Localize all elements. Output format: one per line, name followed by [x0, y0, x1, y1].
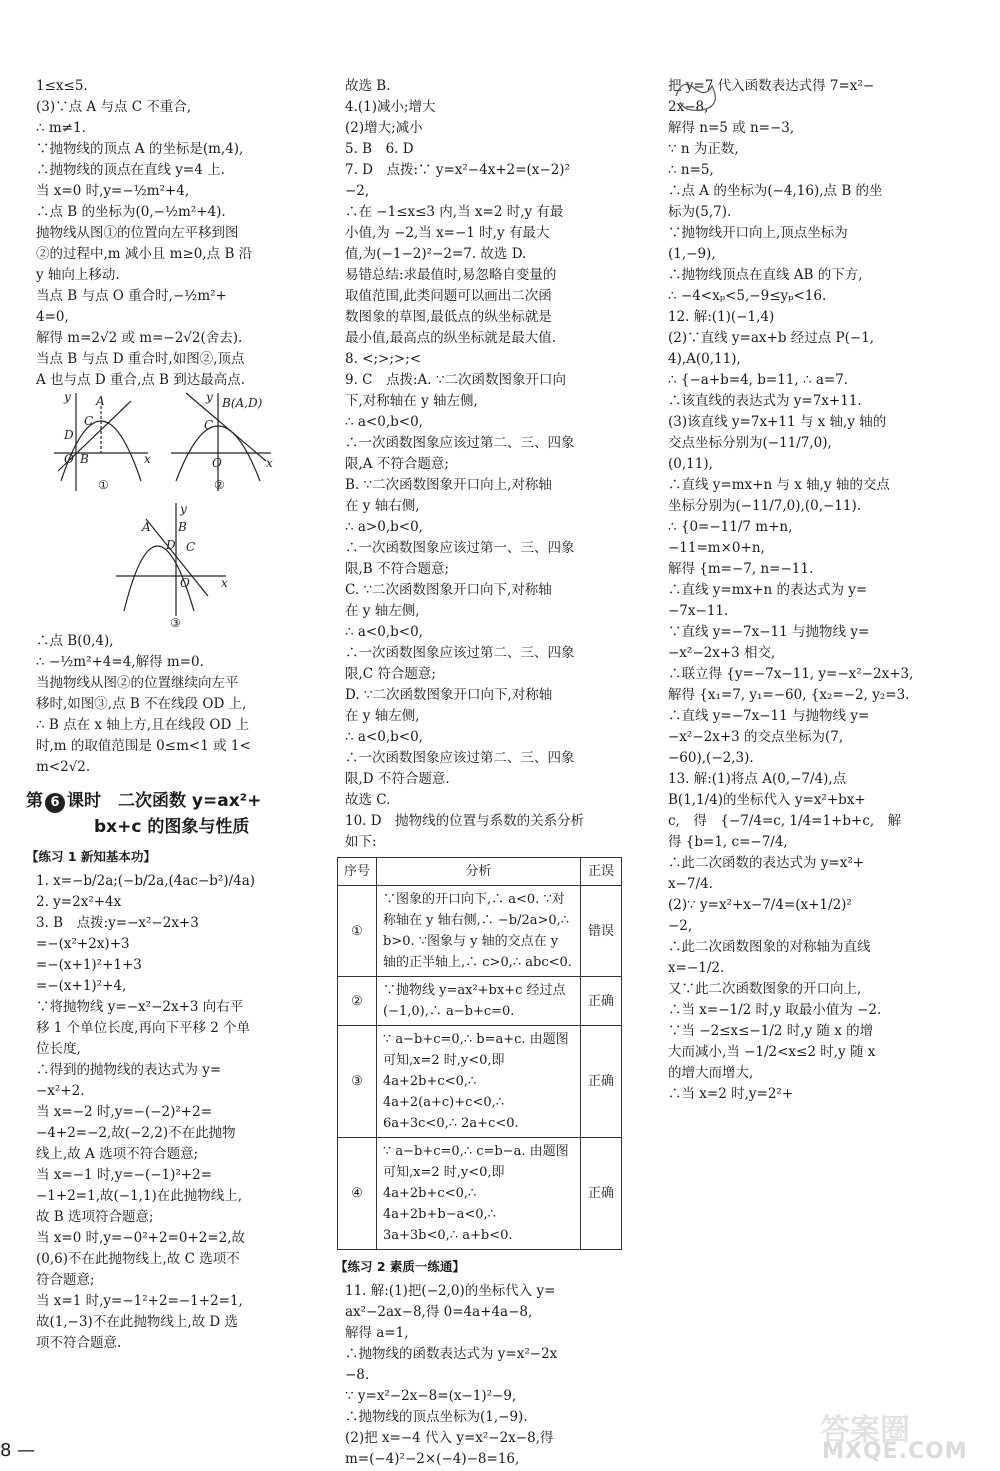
text-line: ∴点 A 的坐标为(−4,16),点 B 的坐 — [668, 183, 883, 199]
text-line: 8. <;>;>;< — [345, 351, 422, 367]
text-line: A 也与点 D 重合,点 B 到达最高点. — [36, 372, 246, 388]
text-line: −x²−2x+3 相交, — [668, 645, 776, 661]
header-result: 正误 — [581, 858, 622, 886]
text-line: 的增大而增大, — [668, 1065, 754, 1081]
header-analysis: 分析 — [377, 858, 581, 886]
label-x: x — [221, 576, 228, 590]
label-o: O — [180, 576, 190, 590]
text-line: ∴得到的抛物线的表达式为 y= — [36, 1062, 222, 1078]
text-line: 当 x=0 时,y=−½m²+4, — [36, 183, 190, 199]
text-line: ∵当 −2≤x≤−1/2 时,y 随 x 的增 — [668, 1023, 874, 1039]
text-line: ∴ −4<xₚ<5,−9≤yₚ<16. — [668, 288, 827, 304]
text-line: ∴ −½m²+4=4,解得 m=0. — [36, 654, 204, 670]
label-o: O — [64, 452, 74, 466]
text-line: 限,C 符合题意; — [345, 666, 436, 682]
text-line: 时,m 的取值范围是 0≤m<1 或 1< — [36, 738, 251, 754]
text-line: ∴点 B 的坐标为(0,−½m²+4). — [36, 204, 226, 220]
text-line: 当 x=1 时,y=−1²+2=−1+2=1, — [36, 1293, 243, 1309]
text-line: 12. 解:(1)(−1,4) — [668, 309, 775, 325]
text-line: ∴ {−a+b=4, b=11, ∴ a=7. — [668, 372, 849, 388]
text-line: ∴当 x=2 时,y=2²+ — [668, 1086, 794, 1102]
lesson-title-line-1: 课时 二次函数 y=ax²+ — [67, 791, 262, 811]
text-line: y 轴向上移动. — [36, 267, 120, 283]
text-line: 13. 解:(1)将点 A(0,−7/4),点 — [668, 771, 847, 787]
graph-2-label: ② — [214, 478, 225, 492]
text-line: (3)该直线 y=7x+11 与 x 轴,y 轴的 — [668, 414, 887, 430]
label-b: B — [178, 520, 187, 534]
label-a: A — [142, 520, 151, 534]
graph-1-label: ① — [98, 478, 109, 492]
text-line: −8. — [345, 1367, 370, 1383]
text-line: x−7/4. — [668, 876, 713, 892]
text-line: B(1,1/4)的坐标代入 y=x²+bx+ — [668, 792, 866, 808]
graph-3-label: ③ — [170, 616, 181, 630]
text-line: m=(−4)²−2×(−4)−8=16, — [345, 1451, 520, 1467]
text-line: ②的过程中,m 减小且 m≥0,点 B 沿 — [36, 246, 253, 262]
text-line: 11. 解:(1)把(−2,0)的坐标代入 y= — [345, 1283, 556, 1299]
lesson-title-line-2: bx+c 的图象与性质 — [94, 817, 250, 837]
row-result: 正确 — [581, 1026, 622, 1138]
text-line: (0,11), — [668, 456, 713, 472]
text-line: C. ∵二次函数图象开口向下,对称轴 — [345, 582, 552, 598]
text-line: ∴抛物线的顶点坐标为(1,−9). — [345, 1409, 528, 1425]
text-line: −7x−11. — [668, 603, 729, 619]
text-line: 符合题意; — [36, 1272, 95, 1288]
text-line: 得 {b=1, c=−7/4, — [668, 834, 788, 850]
text-line: ∴此二次函数的表达式为 y=x²+ — [668, 855, 865, 871]
text-line: ∴点 B(0,4), — [36, 633, 114, 649]
solution-block — [345, 1281, 620, 1470]
text-line: ∴ a>0,b<0, — [345, 519, 423, 535]
text-line: 1≤x≤5. — [36, 78, 88, 94]
text-line: −4+2=−2,故(−2,2)不在此抛物 — [36, 1125, 236, 1141]
label-y: y — [180, 502, 187, 516]
page-number: 8 — — [0, 1440, 36, 1461]
answer-column-left — [26, 76, 294, 1354]
text-line: −11=m×0+n, — [668, 540, 765, 556]
text-line: ∵ n 为正数, — [668, 141, 739, 157]
table-row — [338, 977, 622, 1026]
text-line: (2)把 x=−4 代入 y=x²−2x−8,得 — [345, 1430, 554, 1446]
text-line: 值,为(−1−2)²−2=7. 故选 D. — [345, 246, 527, 262]
line-bc — [146, 519, 208, 596]
text-line: ∴一次函数图象应该过第二、三、四象 — [345, 435, 575, 451]
text-line: ∵直线 y=−7x−11 与抛物线 y= — [668, 624, 870, 640]
text-line: ∴在 −1≤x≤3 内,当 x=2 时,y 有最 — [345, 204, 564, 220]
text-line: −x²+2. — [36, 1083, 85, 1099]
text-line: ∴联立得 {y=−7x−11, y=−x²−2x+3, — [668, 666, 914, 682]
text-line: 小值,为 −2,当 x=−1 时,y 有最大 — [345, 225, 550, 241]
label-y: y — [206, 391, 213, 404]
text-line: 标为(5,7). — [668, 204, 732, 220]
header-index: 序号 — [338, 858, 377, 886]
text-line: 2x−8, — [668, 99, 709, 115]
text-line: ∴当 x=−1/2 时,y 取最小值为 −2. — [668, 1002, 882, 1018]
row-index: ③ — [338, 1026, 377, 1138]
text-line: 限,B 不符合题意; — [345, 561, 450, 577]
text-line: ∴该直线的表达式为 y=7x+11. — [668, 393, 862, 409]
text-line: ∴直线 y=mx+n 的表达式为 y= — [668, 582, 868, 598]
answer-column-right — [668, 76, 938, 1105]
text-line: −1+2=1,故(−1,1)在此抛物线上, — [36, 1188, 243, 1204]
text-line: 4),A(0,11), — [668, 351, 741, 367]
lesson-number-badge: 6 — [45, 793, 65, 813]
text-line: 数图象的草图,最低点的纵坐标就是 — [345, 309, 552, 325]
text-line: ∴ a<0,b<0, — [345, 624, 423, 640]
text-line: ∴ a<0,b<0, — [345, 729, 423, 745]
text-line: 大而减小,当 −1/2<x≤2 时,y 随 x — [668, 1044, 876, 1060]
text-line: c, 得 {−7/4=c, 1/4=1+b+c, 解 — [668, 813, 902, 829]
text-line: 4.(1)减小;增大 — [345, 99, 436, 115]
text-line: 2. y=2x²+4x — [36, 894, 122, 910]
text-line: ∴一次函数图象应该过第二、三、四象 — [345, 645, 575, 661]
text-line: (3)∵点 A 与点 C 不重合, — [36, 99, 192, 115]
text-line: 交点坐标分别为(−11/7,0), — [668, 435, 832, 451]
text-line: 9. C 点拨:A. ∵二次函数图象开口向 — [345, 372, 566, 388]
solution-block — [36, 76, 294, 391]
parabola-graphs-figure — [36, 391, 276, 631]
label-x: x — [266, 456, 273, 470]
analysis-table — [337, 857, 622, 1250]
text-line: ∴一次函数图象应该过第二、三、四象 — [345, 750, 575, 766]
pencil-scribble — [672, 76, 732, 116]
text-line: (2)∵ y=x²+x−7/4=(x+1/2)² — [668, 897, 852, 913]
text-line: 限,A 不符合题意; — [345, 456, 449, 472]
watermark-logo: 答案圈 — [820, 1413, 910, 1448]
solution-block — [668, 76, 938, 1105]
label-d: D — [64, 428, 74, 442]
label-c: C — [84, 414, 94, 428]
label-c: C — [204, 418, 214, 432]
text-line: =−(x+1)²+4, — [36, 978, 127, 994]
text-line: 5. B 6. D — [345, 141, 414, 157]
text-line: −60),(−2,3). — [668, 750, 754, 766]
text-line: (0,6)不在此抛物线上,故 C 选项不 — [36, 1251, 240, 1267]
text-line: 3. B 点拨:y=−x²−2x+3 — [36, 915, 199, 931]
lesson-prefix: 第 — [26, 791, 43, 811]
text-line: (1,−9), — [668, 246, 716, 262]
label-b: B — [80, 452, 89, 466]
text-line: ∵抛物线的顶点 A 的坐标是(m,4), — [36, 141, 244, 157]
text-line: 移 1 个单位长度,再向下平移 2 个单 — [36, 1020, 251, 1036]
practice-2-heading: 【练习 2 素质一练通】 — [335, 1259, 465, 1274]
text-line: ∴ n=5, — [668, 162, 714, 178]
lesson-heading — [26, 788, 294, 840]
table-row — [338, 1138, 622, 1250]
solution-block — [36, 871, 294, 1354]
row-index: ④ — [338, 1138, 377, 1250]
text-line: =−(x+1)²+1+3 — [36, 957, 142, 973]
watermark — [800, 1405, 990, 1465]
text-line: 解得 {x₁=7, y₁=−60, {x₂=−2, y₂=3. — [668, 687, 910, 703]
text-line: 解得 a=1, — [345, 1325, 409, 1341]
row-analysis: ∵抛物线 y=ax²+bx+c 经过点(−1,0),∴ a−b+c=0. — [377, 977, 581, 1026]
row-analysis: ∵图象的开口向下,∴ a<0. ∵对称轴在 y 轴右侧,∴ −b/2a>0,∴ b>0. ∵图象与 y 轴的交点在 y 轴的正半轴上,∴ c>0,∴ abc<0. — [377, 886, 581, 977]
text-line: 解得 m=2√2 或 m=−2√2(舍去). — [36, 330, 243, 346]
text-line: 坐标分别为(−11/7,0),(0,−11). — [668, 498, 862, 514]
text-line: ∴ m≠1. — [36, 120, 86, 136]
text-line: 限,D 不符合题意. — [345, 771, 450, 787]
text-line: 当抛物线从图②的位置继续向左平 — [36, 675, 239, 691]
label-a: A — [96, 394, 105, 408]
text-line: ∵将抛物线 y=−x²−2x+3 向右平 — [36, 999, 244, 1015]
text-line: 当 x=0 时,y=−0²+2=0+2=2,故 — [36, 1230, 246, 1246]
text-line: 取值范围,此类问题可以画出二次函 — [345, 288, 552, 304]
text-line: 当点 B 与点 D 重合时,如图②,顶点 — [36, 351, 245, 367]
text-line: 当 x=−1 时,y=−(−1)²+2= — [36, 1167, 213, 1183]
label-c: C — [186, 540, 196, 554]
text-line: B. ∵二次函数图象开口向上,对称轴 — [345, 477, 552, 493]
solution-block — [36, 631, 294, 778]
text-line: m<2√2. — [36, 759, 91, 775]
row-analysis: ∵ a−b+c=0,∴ b=a+c. 由题图可知,x=2 时,y<0,即 4a+2b+c<0,∴ 4a+2(a+c)+c<0,∴ 6a+3c<0,∴ 2a+c<0. — [377, 1026, 581, 1138]
answer-column-middle — [335, 76, 620, 1470]
label-bad: B(A,D) — [222, 396, 263, 410]
text-line: ax²−2ax−8,得 0=4a+4a−8, — [345, 1304, 533, 1320]
text-line: ∴ {0=−11/7 m+n, — [668, 519, 793, 535]
text-line: 解得 n=5 或 n=−3, — [668, 120, 795, 136]
text-line: 在 y 轴左侧, — [345, 708, 420, 724]
text-line: =−(x²+2x)+3 — [36, 936, 130, 952]
text-line: 7. D 点拨:∵ y=x²−4x+2=(x−2)² — [345, 162, 570, 178]
text-line: 故选 C. — [345, 792, 391, 808]
text-line: 易错总结:求最值时,易忽略自变量的 — [345, 267, 557, 283]
text-line: x=−1/2. — [668, 960, 725, 976]
solution-block — [345, 76, 620, 853]
label-o: O — [212, 456, 222, 470]
text-line: 故选 B. — [345, 78, 391, 94]
text-line: 移时,如图③,点 B 不在线段 OD 上, — [36, 696, 247, 712]
text-line: 故(1,−3)不在此抛物线上,故 D 选 — [36, 1314, 239, 1330]
text-line: 把 y=7 代入函数表达式得 7=x²− — [668, 78, 875, 94]
text-line: 10. D 抛物线的位置与系数的关系分析 — [345, 813, 585, 829]
watermark-url: MXQE.COM — [822, 1439, 968, 1464]
text-line: D. ∵二次函数图象开口向下,对称轴 — [345, 687, 553, 703]
table-header-row — [338, 858, 622, 886]
text-line: 又∵此二次函数图象的开口向上, — [668, 981, 862, 997]
text-line: 下,对称轴在 y 轴左侧, — [345, 393, 478, 409]
text-line: 当 x=−2 时,y=−(−2)²+2= — [36, 1104, 213, 1120]
table-row — [338, 1026, 622, 1138]
row-result: 正确 — [581, 1138, 622, 1250]
text-line: 项不符合题意. — [36, 1335, 122, 1351]
text-line: ∴ a<0,b<0, — [345, 414, 423, 430]
text-line: 如下: — [345, 834, 377, 850]
row-index: ① — [338, 886, 377, 977]
text-line: 4=0, — [36, 309, 69, 325]
table-row — [338, 886, 622, 977]
text-line: 最小值,最高点的纵坐标就是最大值. — [345, 330, 557, 346]
text-line: 在 y 轴右侧, — [345, 498, 420, 514]
text-line: 当点 B 与点 O 重合时,−½m²+ — [36, 288, 227, 304]
row-result: 正确 — [581, 977, 622, 1026]
parabola-graphs — [36, 391, 294, 631]
text-line: (2)∵直线 y=ax+b 经过点 P(−1, — [668, 330, 875, 346]
text-line: ∴此二次函数图象的对称轴为直线 — [668, 939, 871, 955]
text-line: ∴直线 y=−7x−11 与抛物线 y= — [668, 708, 870, 724]
row-index: ② — [338, 977, 377, 1026]
text-line: 抛物线从图①的位置向左平移到图 — [36, 225, 239, 241]
text-line: −2, — [345, 183, 370, 199]
text-line: ∴抛物线顶点在直线 AB 的下方, — [668, 267, 863, 283]
row-analysis: ∵ a−b+c=0,∴ c=b−a. 由题图可知,x=2 时,y<0,即 4a+2b+c<0,∴ 4a+2b+b−a<0,∴ 3a+3b<0,∴ a+b<0. — [377, 1138, 581, 1250]
text-line: ∴一次函数图象应该过第一、三、四象 — [345, 540, 575, 556]
text-line: 1. x=−b/2a;(−b/2a,(4ac−b²)/4a) — [36, 873, 256, 889]
text-line: (2)增大;减小 — [345, 120, 423, 136]
text-line: 在 y 轴左侧, — [345, 603, 420, 619]
text-line: ∴抛物线的顶点在直线 y=4 上. — [36, 162, 225, 178]
text-line: 解得 {m=−7, n=−11. — [668, 561, 814, 577]
text-line: 线上,故 A 选项不符合题意; — [36, 1146, 199, 1162]
text-line: ∵ y=x²−2x−8=(x−1)²−9, — [345, 1388, 517, 1404]
label-x: x — [144, 452, 151, 466]
text-line: −2, — [668, 918, 693, 934]
text-line: ∴抛物线的函数表达式为 y=x²−2x — [345, 1346, 558, 1362]
label-d: D — [166, 538, 176, 552]
text-line: 位长度, — [36, 1041, 81, 1057]
text-line: ∴直线 y=mx+n 与 x 轴,y 轴的交点 — [668, 477, 890, 493]
text-line: ∵抛物线开口向上,顶点坐标为 — [668, 225, 848, 241]
row-result: 错误 — [581, 886, 622, 977]
label-y: y — [64, 391, 71, 404]
text-line: 故 B 选项符合题意; — [36, 1209, 154, 1225]
text-line: ∴ B 点在 x 轴上方,且在线段 OD 上 — [36, 717, 250, 733]
text-line: −x²−2x+3 的交点坐标为(7, — [668, 729, 844, 745]
practice-1-heading: 【练习 1 新知基本功】 — [26, 849, 156, 864]
graph-3 — [116, 503, 226, 616]
